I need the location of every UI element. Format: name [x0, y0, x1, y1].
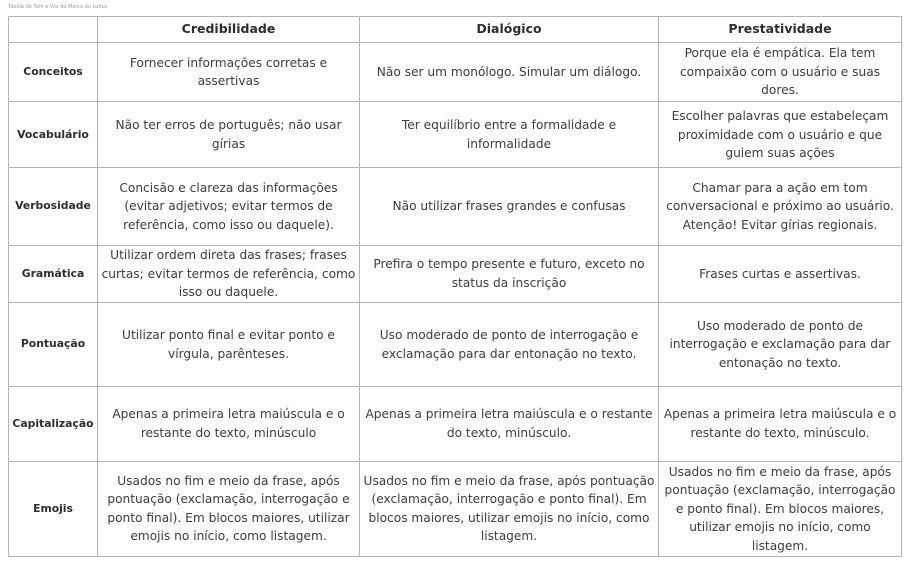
table-row: [9, 245, 902, 302]
cell-credibilidade: Concisão e clareza das informações (evitar adjetivos; evitar termos de referência, como isso ou daquele).: [98, 168, 360, 245]
table-row: [9, 43, 902, 102]
cell-dialogico: Não ser um monólogo. Simular um diálogo.: [360, 43, 659, 102]
cell-prestatividade: Escolher palavras que estabeleçam proximidade com o usuário e que guiem suas ações: [659, 102, 902, 168]
row-label: Vocabulário: [9, 102, 98, 168]
header-corner: [9, 17, 98, 43]
header-row: [9, 17, 902, 43]
header-credibilidade: Credibilidade: [98, 17, 360, 43]
table-row: [9, 102, 902, 168]
table-row: [9, 387, 902, 461]
header-prestatividade: Prestatividade: [659, 17, 902, 43]
table-row: [9, 302, 902, 386]
cell-credibilidade: Apenas a primeira letra maiúscula e o restante do texto, minúsculo: [98, 387, 360, 461]
cell-dialogico: Ter equilíbrio entre a formalidade e informalidade: [360, 102, 659, 168]
cell-dialogico: Uso moderado de ponto de interrogação e exclamação para dar entonação no texto.: [360, 302, 659, 386]
row-label: Capitalização: [9, 387, 98, 461]
row-label: Gramática: [9, 245, 98, 302]
cell-dialogico: Apenas a primeira letra maiúscula e o restante do texto, minúsculo.: [360, 387, 659, 461]
cell-prestatividade: Usados no fim e meio da frase, após pontuação (exclamação, interrogação e ponto final). Em blocos maiores, utilizar emojis no início, como listagem.: [659, 461, 902, 556]
cell-credibilidade: Utilizar ponto final e evitar ponto e vírgula, parênteses.: [98, 302, 360, 386]
cell-dialogico: Prefira o tempo presente e futuro, exceto no status da inscrição: [360, 245, 659, 302]
cell-prestatividade: Chamar para a ação em tom conversacional e próximo ao usuário. Atenção! Evitar gírias regionais.: [659, 168, 902, 245]
cell-dialogico: Usados no fim e meio da frase, após pontuação (exclamação, interrogação e ponto final). Em blocos maiores, utilizar emojis no início, como listagem.: [360, 461, 659, 556]
cell-credibilidade: Utilizar ordem direta das frases; frases curtas; evitar termos de referência, como isso ou daquele.: [98, 245, 360, 302]
cell-prestatividade: Frases curtas e assertivas.: [659, 245, 902, 302]
tone-voice-table: [8, 16, 902, 557]
cell-prestatividade: Uso moderado de ponto de interrogação e exclamação para dar entonação no texto.: [659, 302, 902, 386]
table-row: [9, 168, 902, 245]
cell-credibilidade: Fornecer informações corretas e assertivas: [98, 43, 360, 102]
row-label: Pontuação: [9, 302, 98, 386]
cell-prestatividade: Apenas a primeira letra maiúscula e o restante do texto, minúsculo.: [659, 387, 902, 461]
cell-credibilidade: Usados no fim e meio da frase, após pontuação (exclamação, interrogação e ponto final). Em blocos maiores, utilizar emojis no início, como listagem.: [98, 461, 360, 556]
header-dialogico: Dialógico: [360, 17, 659, 43]
row-label: Verbosidade: [9, 168, 98, 245]
cell-prestatividade: Porque ela é empática. Ela tem compaixão com o usuário e suas dores.: [659, 43, 902, 102]
row-label: Conceitos: [9, 43, 98, 102]
row-label: Emojis: [9, 461, 98, 556]
table-row: [9, 461, 902, 556]
cell-credibilidade: Não ter erros de português; não usar gírias: [98, 102, 360, 168]
cell-dialogico: Não utilizar frases grandes e confusas: [360, 168, 659, 245]
table-caption: Tabela de Tom e Voz do Marca do Ludus: [8, 4, 108, 10]
